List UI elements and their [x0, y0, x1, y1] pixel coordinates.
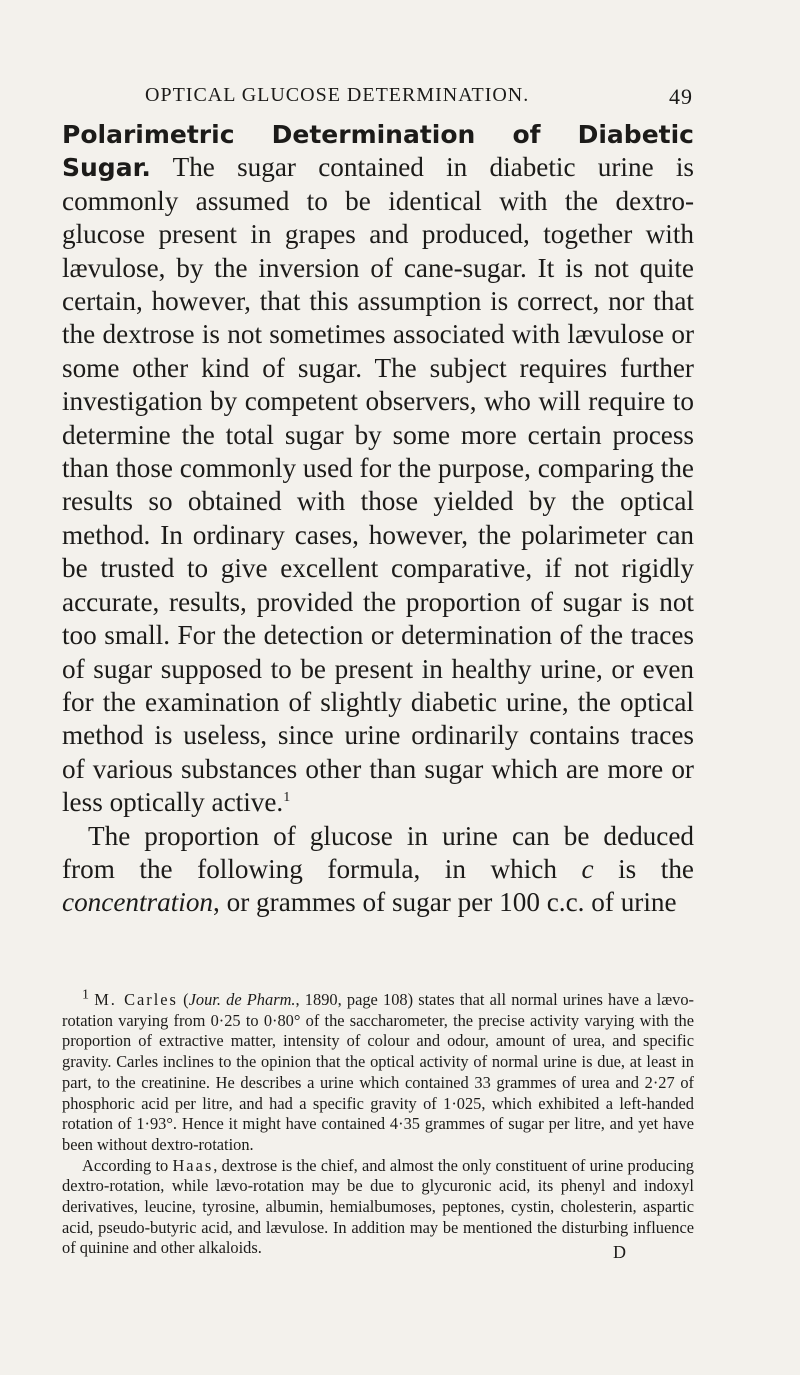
page-number: 49 — [669, 84, 693, 109]
footnote-ref: 1 — [283, 790, 291, 806]
footnote-1: $^1$ M. Carles (Jour. de Pharm., 1890, page 108) states that all normal urines have a lævo-rotation varying from 0·25 to 0·80° of the saccharometer, the precise activity varying with the proportion of extractive matter, intensity of colour and odour, amount of urea, and specific gravity. Carles inclines to the opinion that the optical activity of normal urine is due, at least in part, to the creatinine. He describes a urine which contained 33 grammes of urea and 2·27 of phosphoric acid per litre, and had a specific gravity of 1·025, which exhibited a left-handed rotation of 1·93°. Hence it might have contained 4·35 grammes of sugar per litre, and yet have been without dextro-rotation. — [62, 987, 694, 1154]
author-haas: Haas — [172, 1155, 214, 1175]
paragraph-1 — [62, 118, 694, 820]
main-text — [62, 118, 694, 920]
paragraph-1-text: The sugar contained in diabetic urine is commonly assumed to be identical with the dextro-glucose present in grapes and produced, together with lævulose, by the inversion of cane-sugar. It is not quite certain, however, that this assumption is correct, nor that the dextrose is not sometimes associated with lævulose or some other kind of sugar. The subject requires further investigation by competent observers, who will require to determine the total sugar by some more certain process than those commonly used for the purpose, comparing the results so obtained with those yielded by the optical method. In ordinary cases, however, the polarimeter can be trusted to give excellent comparative, if not rigidly accurate, results, provided the proportion of sugar is not too small. For the detection or determination of the traces of sugar supposed to be present in healthy urine, or even for the examination of slightly diabetic urine, the optical method is useless, since urine ordinarily contains traces of various substances other than sugar which are more or less optically active. — [62, 152, 694, 818]
paragraph-2-text-c: , or grammes of sugar per 100 c.c. of urine — [213, 887, 677, 918]
footnote-1-text: , 1890, page 108) states that all normal urines have a lævo-rotation varying from 0·25 to 0·80° of the saccharometer, the precise activity varying with the proportion of extractive matter, intensity of colour and odour, amount of urea, and specific gravity. Carles inclines to the opinion that the optical activity of normal urine is due, at least in part, to the creatinine. He describes a urine which contained 33 grammes of urea and 2·27 of phosphoric acid per litre, and had a specific gravity of 1·025, which exhibited a left-handed rotation of 1·93°. Hence it might have contained 4·35 grammes of sugar per litre, and yet have been without dextro-rotation. — [62, 990, 694, 1154]
paragraph-2 — [62, 820, 694, 920]
signature-mark: D — [613, 1242, 626, 1262]
concentration-term: concentration — [62, 887, 214, 918]
footnote-2-text-b: , dextrose is the chief, and almost the only constituent of urine producing dextro-rotation, while lævo-rotation may be due to glycuronic acid, its phenyl and indoxyl derivatives, leucine, tyrosine, albumin, hemialbumoses, peptones, cystin, cholesterin, aspartic acid, pseudo-butyric acid, and lævulose. In addition may be mentioned the disturbing influence of quinine and other alkaloids. — [62, 1155, 695, 1258]
paragraph-2-text-b: is the — [593, 853, 694, 884]
journal-name: Jour. de Pharm. — [188, 990, 296, 1009]
running-header — [145, 84, 693, 109]
footnote-2 — [62, 1156, 694, 1260]
author-carles: M. Carles — [94, 990, 178, 1009]
footnotes — [62, 987, 695, 1259]
paragraph-2-text-a: The proportion of glucose in urine can be deduced from the following formula, in which — [62, 820, 694, 884]
section-heading: Polarimetric Determination of Diabetic Sugar. — [62, 120, 694, 183]
footnote-2-text-a: According to — [82, 1155, 173, 1175]
footnote-marker: 1 — [82, 987, 89, 1003]
running-title: OPTICAL GLUCOSE DETERMINATION. — [145, 84, 530, 106]
variable-c: c — [581, 853, 594, 884]
